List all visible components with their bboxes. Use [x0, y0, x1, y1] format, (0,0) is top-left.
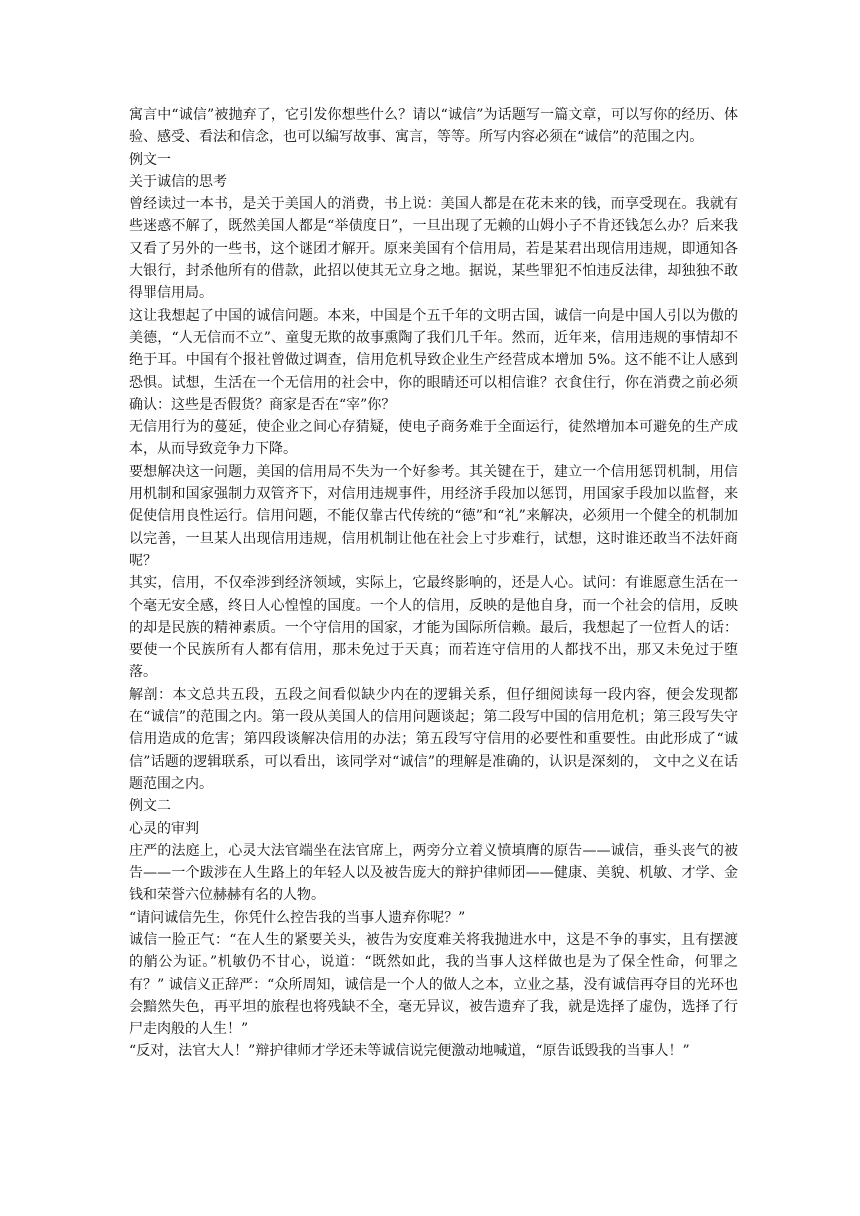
example-2-title: 心灵的审判 [129, 820, 199, 837]
example-2-paragraph: 庄严的法庭上，心灵大法官端坐在法官席上，两旁分立着义愤填膺的原告——诚信，垂头丧气的被告——一个跋涉在人生路上的年轻人以及被告庞大的辩护律师团——健康、美貌、机敏、才学、金钱和荣誉六位赫赫有名的人物。 [129, 842, 738, 904]
example-1-paragraph: 要想解决这一问题，美国的信用局不失为一个好参考。其关键在于，建立一个信用惩罚机制，用信用机制和国家强制力双管齐下，对信用违规事件，用经济手段加以惩罚，用国家手段加以监督，来促使信用良性运行。信用问题，不能仅靠古代传统的“德”和“礼”来解决，必须用一个健全的机制加以完善，一旦某人出现信用违规，信用机制让他在社会上寸步难行，试想，这时谁还敢当不法奸商呢？ [129, 463, 738, 569]
example-1-paragraph: 这让我想起了中国的诚信问题。本来，中国是个五千年的文明古国，诚信一向是中国人引以为傲的美德，“人无信而不立”、童叟无欺的故事熏陶了我们几千年。然而，近年来，信用违规的事情却不绝于耳。中国有个报社曾做过调查，信用危机导致企业生产经营成本增加 5%。这不能不让人感到恐惧。试想，生活在一个无信用的社会中，你的眼睛还可以相信谁？衣食住行，你在消费之前必须确认：这些是否假货？商家是否在“宰”你？ [129, 307, 738, 413]
example-1-title: 关于诚信的思考 [129, 173, 227, 190]
example-1-paragraph: 无信用行为的蔓延，使企业之间心存猜疑，使电子商务难于全面运行，徒然增加本可避免的生产成本，从而导致竞争力下降。 [129, 419, 738, 458]
example-1-analysis: 解剖：本文总共五段，五段之间看似缺少内在的逻辑关系，但仔细阅读每一段内容，便会发现都在“诚信”的范围之内。第一段从美国人的信用问题谈起；第二段写中国的信用危机；第三段写失守信用造成的危害；第四段谈解决信用的办法；第五段写守信用的必要性和重要性。由此形成了“诚信”话题的逻辑联系，可以看出，该同学对“诚信”的理解是准确的，认识是深刻的， 文中之义在话题范围之内。 [129, 686, 738, 792]
example-2-paragraph: 诚信一脸正气：“在人生的紧要关头，被告为安度难关将我抛进水中，这是不争的事实，且有摆渡的艄公为证。”机敏仍不甘心，说道：“既然如此，我的当事人这样做也是为了保全性命，何罪之有？” 诚信义正辞严：“众所周知，诚信是一个人的做人之本，立业之基，没有诚信再夺目的光环也会黯然失色，再平坦的旅程也将残缺不全，毫无异议，被告遗弃了我，就是选择了虚伪，选择了行尸走肉般的人生！” [129, 931, 738, 1038]
example-1-label: 例文一 [129, 151, 171, 168]
writing-prompt: 寓言中“诚信”被抛弃了，它引发你想些什么？请以“诚信”为话题写一篇文章，可以写你的经历、体验、感受、看法和信念，也可以编写故事、寓言，等等。所写内容必须在“诚信”的范围之内。 [129, 107, 738, 146]
example-2-label: 例文二 [129, 798, 171, 815]
example-1-paragraph: 其实，信用，不仅牵涉到经济领域，实际上，它最终影响的，还是人心。试问：有谁愿意生活在一个毫无安全感，终日人心惶惶的国度。一个人的信用，反映的是他自身，而一个社会的信用，反映的却是民族的精神素质。一个守信用的国家，才能为国际所信赖。最后，我想起了一位哲人的话：要使一个民族所有人都有信用，那未免过于天真；而若连守信用的人都找不出，那又未免过于堕落。 [129, 575, 738, 681]
document-body [129, 104, 738, 1063]
example-2-paragraph: “反对，法官大人！”辩护律师才学还未等诚信说完便激动地喊道，“原告诋毁我的当事人！” [129, 1043, 690, 1060]
example-1-paragraph: 曾经读过一本书，是关于美国人的消费，书上说：美国人都是在花未来的钱，而享受现在。我就有些迷惑不解了，既然美国人都是“举债度日”，一旦出现了无赖的山姆小子不肯还钱怎么办？后来我又看了另外的一些书，这个谜团才解开。原来美国有个信用局，若是某君出现信用违规，即通知各大银行，封杀他所有的借款，此招以使其无立身之地。据说，某些罪犯不怕违反法律，却独独不敢得罪信用局。 [129, 196, 738, 302]
example-2-paragraph: “请问诚信先生，你凭什么控告我的当事人遗弃你呢？” [129, 909, 466, 926]
